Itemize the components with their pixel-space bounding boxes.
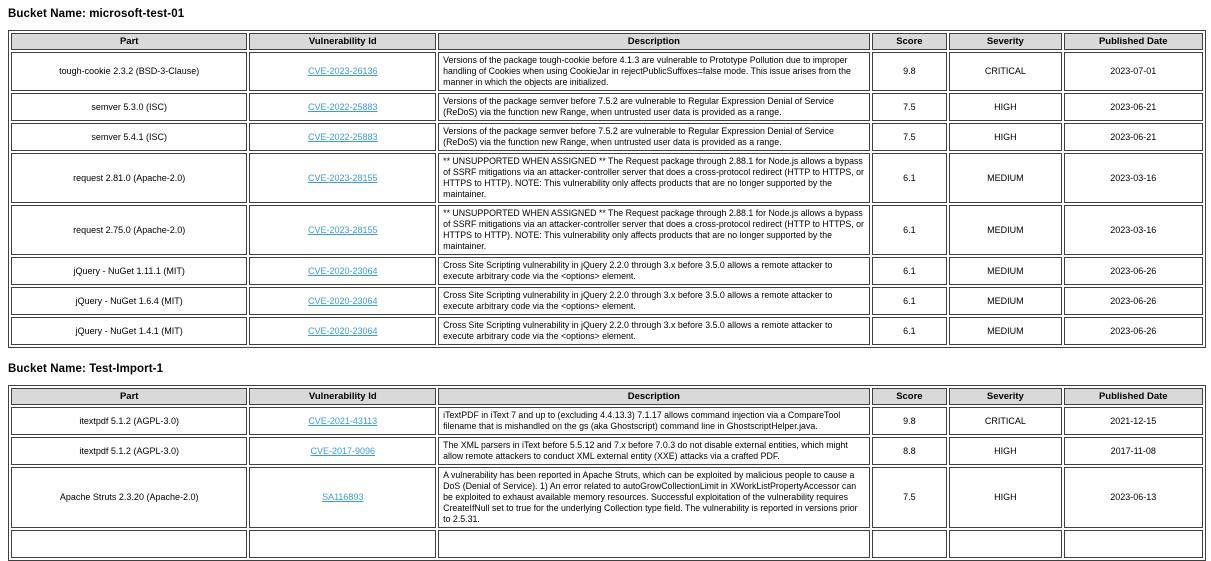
vulnerability-id-cell [249, 52, 436, 91]
score-cell [872, 530, 948, 558]
table-row [11, 123, 1203, 151]
bucket-section [8, 363, 1206, 561]
table-row [11, 93, 1203, 121]
vulnerability-table [8, 30, 1206, 348]
severity-cell: MEDIUM [949, 287, 1061, 315]
col-header-score: Score [872, 33, 948, 50]
part-cell: jQuery - NuGet 1.4.1 (MIT) [11, 317, 247, 345]
description-cell: Versions of the package semver before 7.5.2 are vulnerable to Regular Expression Denial of Service (ReDoS) via the function new Range, when untrusted user data is provided as a range. [438, 123, 869, 151]
published-date-cell: 2023-06-26 [1064, 287, 1204, 315]
table-row [11, 287, 1203, 315]
table-row [11, 317, 1203, 345]
col-header-severity: Severity [949, 33, 1061, 50]
description-cell: A vulnerability has been reported in Apache Struts, which can be exploited by malicious people to cause a DoS (Denial of Service). 1) An error related to autoGrowCollectionLimit in XWorkListPropertyAccessor can be exploited to exhaust available memory resources. Successful exploitation of the vulnerability requires CreateIfNull set to true for the underlying Collection type field. The vulnerability is reported in versions prior to 2.5.31. [438, 467, 869, 528]
vulnerability-report-page [0, 8, 1211, 561]
table-row [11, 437, 1203, 465]
severity-cell: MEDIUM [949, 153, 1061, 203]
severity-cell: HIGH [949, 437, 1061, 465]
description-cell: The XML parsers in iText before 5.5.12 and 7.x before 7.0.3 do not disable external entities, which might allow remote attackers to conduct XML external entity (XXE) attacks via a crafted PDF. [438, 437, 869, 465]
vulnerability-table [8, 385, 1206, 561]
part-cell: tough-cookie 2.3.2 (BSD-3-Clause) [11, 52, 247, 91]
table-row-partial [11, 530, 1203, 558]
vulnerability-id-cell [249, 287, 436, 315]
vulnerability-link[interactable]: CVE-2020-23064 [307, 295, 378, 306]
col-header-description: Description [438, 33, 869, 50]
severity-cell: HIGH [949, 467, 1061, 528]
description-cell: Cross Site Scripting vulnerability in jQuery 2.2.0 through 3.x before 3.5.0 allows a remote attacker to execute arbitrary code via the <options> element. [438, 317, 869, 345]
description-cell: ** UNSUPPORTED WHEN ASSIGNED ** The Request package through 2.88.1 for Node.js allows a bypass of SSRF mitigations via an attacker-controller server that does a cross-protocol redirect (HTTP to HTTPS, or HTTPS to HTTP). NOTE: This vulnerability only affects products that are no longer supported by the maintainer. [438, 205, 869, 255]
severity-cell: MEDIUM [949, 317, 1061, 345]
vulnerability-link[interactable]: CVE-2021-43113 [308, 415, 378, 426]
vulnerability-id-cell [249, 153, 436, 203]
score-cell: 9.8 [872, 407, 948, 435]
bucket-section [8, 8, 1206, 348]
severity-cell: HIGH [949, 123, 1061, 151]
vulnerability-link[interactable]: CVE-2020-23064 [307, 325, 378, 336]
part-cell: Apache Struts 2.3.20 (Apache-2.0) [11, 467, 247, 528]
part-cell: itextpdf 5.1.2 (AGPL-3.0) [11, 407, 247, 435]
description-cell: Versions of the package semver before 7.5.2 are vulnerable to Regular Expression Denial of Service (ReDoS) via the function new Range, when untrusted user data is provided as a range. [438, 93, 869, 121]
part-cell: semver 5.4.1 (ISC) [11, 123, 247, 151]
col-header-score: Score [872, 388, 948, 405]
vulnerability-link[interactable]: CVE-2022-25883 [307, 131, 378, 142]
published-date-cell [1064, 530, 1204, 558]
part-cell: semver 5.3.0 (ISC) [11, 93, 247, 121]
description-cell: Cross Site Scripting vulnerability in jQuery 2.2.0 through 3.x before 3.5.0 allows a remote attacker to execute arbitrary code via the <options> element. [438, 257, 869, 285]
published-date-cell: 2023-03-16 [1064, 205, 1204, 255]
score-cell: 6.1 [872, 287, 948, 315]
description-cell: ** UNSUPPORTED WHEN ASSIGNED ** The Request package through 2.88.1 for Node.js allows a bypass of SSRF mitigations via an attacker-controller server that does a cross-protocol redirect (HTTP to HTTPS, or HTTPS to HTTP). NOTE: This vulnerability only affects products that are no longer supported by the maintainer. [438, 153, 869, 203]
score-cell: 6.1 [872, 257, 948, 285]
severity-cell: CRITICAL [949, 52, 1061, 91]
vulnerability-link[interactable]: CVE-2022-25883 [307, 101, 378, 112]
description-cell: Versions of the package tough-cookie before 4.1.3 are vulnerable to Prototype Pollution due to improper handling of Cookies when using CookieJar in rejectPublicSuffixes=false mode. This issue arises from the manner in which the objects are initialized. [438, 52, 869, 91]
part-cell [11, 530, 247, 558]
description-cell: Cross Site Scripting vulnerability in jQuery 2.2.0 through 3.x before 3.5.0 allows a remote attacker to execute arbitrary code via the <options> element. [438, 287, 869, 315]
table-row [11, 467, 1203, 528]
col-header-vulnerability-id: Vulnerability Id [249, 388, 436, 405]
vulnerability-id-cell [249, 257, 436, 285]
vulnerability-id-cell [249, 93, 436, 121]
table-row [11, 407, 1203, 435]
part-cell: request 2.81.0 (Apache-2.0) [11, 153, 247, 203]
col-header-vulnerability-id: Vulnerability Id [249, 33, 436, 50]
table-row [11, 153, 1203, 203]
vulnerability-id-cell [249, 123, 436, 151]
vulnerability-link[interactable]: CVE-2023-28155 [307, 172, 378, 183]
published-date-cell: 2023-06-21 [1064, 123, 1204, 151]
part-cell: itextpdf 5.1.2 (AGPL-3.0) [11, 437, 247, 465]
col-header-part: Part [11, 388, 247, 405]
vulnerability-link[interactable]: CVE-2020-23064 [307, 265, 378, 276]
vulnerability-id-cell [249, 530, 436, 558]
published-date-cell: 2017-11-08 [1064, 437, 1204, 465]
vulnerability-link[interactable]: CVE-2017-9096 [310, 445, 376, 456]
score-cell: 6.1 [872, 153, 948, 203]
published-date-cell: 2023-06-26 [1064, 317, 1204, 345]
bucket-title: Bucket Name: microsoft-test-01 [8, 8, 185, 20]
col-header-published-date: Published Date [1064, 33, 1204, 50]
vulnerability-id-cell [249, 407, 436, 435]
score-cell: 7.5 [872, 467, 948, 528]
description-cell: iTextPDF in iText 7 and up to (excluding 4.4.13.3) 7.1.17 allows command injection via a CompareTool filename that is mishandled on the gs (aka Ghostscript) command line in GhostscriptHelper.java. [438, 407, 869, 435]
col-header-severity: Severity [949, 388, 1061, 405]
severity-cell: MEDIUM [949, 205, 1061, 255]
table-row [11, 52, 1203, 91]
vulnerability-link[interactable]: SA116893 [322, 492, 364, 502]
bucket-title: Bucket Name: Test-Import-1 [8, 363, 164, 375]
severity-cell [949, 530, 1061, 558]
score-cell: 8.8 [872, 437, 948, 465]
table-row [11, 257, 1203, 285]
part-cell: jQuery - NuGet 1.6.4 (MIT) [11, 287, 247, 315]
vulnerability-id-cell [249, 205, 436, 255]
part-cell: jQuery - NuGet 1.11.1 (MIT) [11, 257, 247, 285]
vulnerability-link[interactable]: CVE-2023-28155 [307, 224, 378, 235]
score-cell: 6.1 [872, 205, 948, 255]
published-date-cell: 2023-06-13 [1064, 467, 1204, 528]
vulnerability-id-cell [249, 467, 436, 528]
col-header-part: Part [11, 33, 247, 50]
part-cell: request 2.75.0 (Apache-2.0) [11, 205, 247, 255]
col-header-published-date: Published Date [1064, 388, 1204, 405]
severity-cell: HIGH [949, 93, 1061, 121]
published-date-cell: 2021-12-15 [1064, 407, 1204, 435]
score-cell: 9.8 [872, 52, 948, 91]
published-date-cell: 2023-03-16 [1064, 153, 1204, 203]
vulnerability-id-cell [249, 317, 436, 345]
published-date-cell: 2023-07-01 [1064, 52, 1204, 91]
score-cell: 7.5 [872, 123, 948, 151]
severity-cell: MEDIUM [949, 257, 1061, 285]
table-header-row [11, 388, 1203, 405]
table-header-row [11, 33, 1203, 50]
description-cell [438, 530, 869, 558]
table-row [11, 205, 1203, 255]
col-header-description: Description [438, 388, 869, 405]
published-date-cell: 2023-06-21 [1064, 93, 1204, 121]
vulnerability-link[interactable]: CVE-2023-26136 [307, 66, 378, 76]
buckets-container [8, 8, 1206, 561]
published-date-cell: 2023-06-26 [1064, 257, 1204, 285]
score-cell: 6.1 [872, 317, 948, 345]
vulnerability-id-cell [249, 437, 436, 465]
score-cell: 7.5 [872, 93, 948, 121]
severity-cell: CRITICAL [949, 407, 1061, 435]
